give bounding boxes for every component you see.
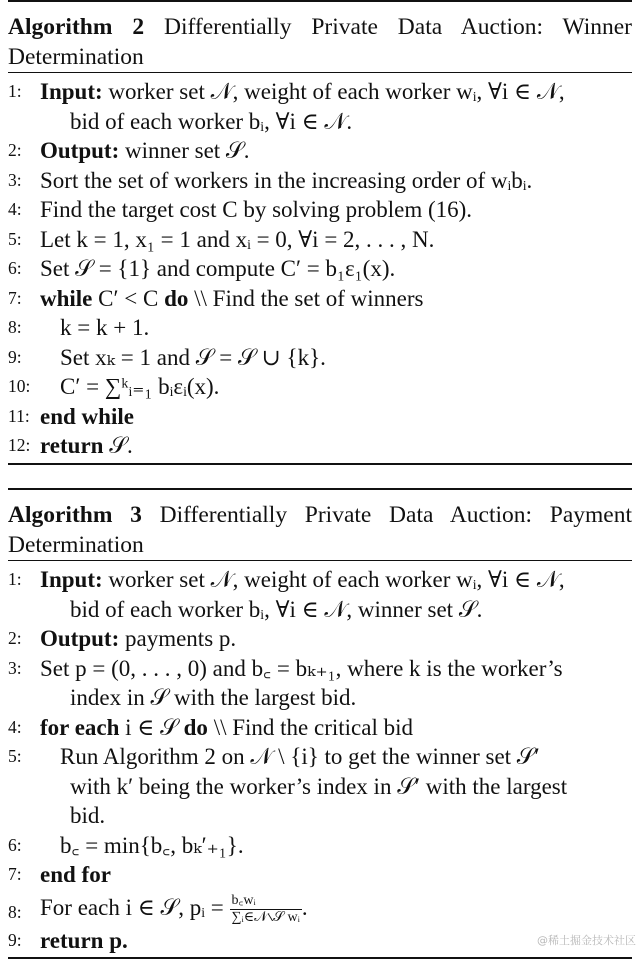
keyword: Input:	[40, 567, 103, 592]
line-number: 7:	[8, 864, 22, 884]
caption-label: Algorithm 2	[8, 14, 145, 40]
line-text: worker set 𝒩, weight of each worker wᵢ, ∀i ∈ 𝒩,	[108, 567, 565, 592]
algo-line	[8, 402, 632, 432]
algo-line	[8, 890, 632, 926]
algo-line	[8, 742, 632, 831]
line-number: 2:	[8, 628, 22, 648]
line-comment: \\ Find the set of winners	[194, 285, 424, 311]
keyword: end while	[40, 403, 134, 429]
keyword: do	[183, 714, 208, 740]
algo-line	[8, 431, 632, 461]
line-text: Run Algorithm 2 on 𝒩 \ {i} to get the winner set 𝒮′	[60, 744, 540, 769]
algo-line	[8, 284, 632, 314]
watermark: @稀土掘金技术社区	[537, 934, 636, 947]
algorithm-lines	[8, 73, 632, 463]
keyword: while	[40, 285, 93, 311]
line-number: 3:	[8, 657, 22, 678]
fraction-numerator: b꜀wᵢ	[230, 893, 302, 910]
algo-line	[8, 565, 632, 624]
caption-title: Differentially Private Data Auction: Winner Determination	[8, 14, 632, 70]
line-number: 2:	[8, 140, 22, 160]
algo-line	[8, 654, 632, 713]
algo-line	[8, 831, 632, 861]
line-number: 4:	[8, 199, 22, 219]
line-text: C′ = ∑ᵏᵢ₌₁ bᵢεᵢ(x).	[60, 374, 220, 399]
algorithm-caption	[8, 2, 632, 72]
caption-title: Differentially Private Data Auction: Payment Determination	[8, 502, 632, 558]
line-text: Set p = (0, . . . , 0) and b꜀ = bₖ₊₁, where k is the worker’s	[40, 655, 563, 681]
line-number: 5:	[8, 228, 22, 249]
line-end: .	[301, 894, 308, 920]
line-number: 5:	[8, 746, 22, 766]
line-number: 6:	[8, 834, 22, 855]
algorithm-2-block	[8, 0, 632, 465]
line-number: 8:	[8, 317, 22, 337]
algorithm-3-block	[8, 488, 632, 959]
keyword: Input:	[40, 79, 103, 104]
algo-line	[8, 372, 632, 402]
line-number: 1:	[8, 569, 22, 589]
algo-line	[8, 77, 632, 136]
fraction-denominator: ∑ᵢ∈𝒩∖𝒮 wᵢ	[231, 909, 300, 925]
keyword: for each	[40, 714, 120, 740]
line-continuation: bid.	[70, 803, 106, 828]
line-number: 8:	[8, 901, 22, 922]
line-text: Set 𝒮 = {1} and compute C′ = b₁ε₁(x).	[40, 256, 396, 281]
line-text: k = k + 1.	[60, 315, 150, 340]
algo-line	[8, 860, 632, 890]
caption-label: Algorithm 3	[8, 502, 142, 528]
line-text: p.	[109, 927, 128, 953]
line-text: Sort the set of workers in the increasing order of wᵢbᵢ.	[40, 167, 533, 193]
line-text: C′ < C	[98, 285, 159, 311]
algorithm-caption	[8, 490, 632, 560]
algo-line	[8, 624, 632, 654]
line-comment: \\ Find the critical bid	[213, 714, 413, 740]
algo-line	[8, 225, 632, 255]
line-continuation: bid of each worker bᵢ, ∀i ∈ 𝒩, winner set 𝒮.	[70, 596, 483, 622]
algo-line	[8, 195, 632, 225]
algo-line	[8, 166, 632, 196]
keyword: return	[40, 433, 104, 458]
line-number: 10:	[8, 376, 31, 396]
line-number: 12:	[8, 435, 31, 455]
algo-line	[8, 254, 632, 284]
payment-fraction	[230, 893, 302, 926]
line-number: 4:	[8, 716, 22, 737]
line-number: 9:	[8, 929, 22, 950]
line-number: 9:	[8, 346, 22, 367]
line-text: payments p.	[125, 626, 237, 651]
bottom-rule	[8, 463, 632, 465]
line-text: Set xₖ = 1 and 𝒮 = 𝒮 ∪ {k}.	[60, 344, 326, 370]
line-number: 7:	[8, 287, 22, 308]
keyword: do	[164, 285, 189, 311]
keyword: return	[40, 927, 104, 953]
line-number: 3:	[8, 169, 22, 190]
line-number: 6:	[8, 258, 22, 278]
line-text: winner set 𝒮.	[125, 138, 250, 163]
algo-line	[8, 343, 632, 373]
line-continuation: bid of each worker bᵢ, ∀i ∈ 𝒩.	[70, 108, 353, 134]
line-continuation: with k′ being the worker’s index in 𝒮′ with the largest	[70, 773, 568, 799]
algo-line	[8, 713, 632, 743]
algo-line	[8, 313, 632, 343]
line-text: worker set 𝒩, weight of each worker wᵢ, ∀i ∈ 𝒩,	[108, 79, 565, 104]
line-text: For each i ∈ 𝒮, pᵢ =	[40, 894, 224, 920]
algo-line	[8, 136, 632, 166]
line-text: Find the target cost C by solving problem (16).	[40, 197, 473, 222]
keyword: end for	[40, 862, 111, 887]
line-text: Let k = 1, x₁ = 1 and xᵢ = 0, ∀i = 2, . . . , N.	[40, 226, 435, 252]
algorithm-lines	[8, 561, 632, 957]
line-number: 11:	[8, 405, 30, 426]
line-number: 1:	[8, 81, 22, 101]
keyword: Output:	[40, 138, 120, 163]
line-text: i ∈ 𝒮	[125, 714, 178, 740]
line-continuation: index in 𝒮 with the largest bid.	[70, 685, 357, 710]
line-text: b꜀ = min{b꜀, bₖ′₊₁}.	[60, 832, 244, 858]
keyword: Output:	[40, 626, 120, 651]
line-text: 𝒮.	[109, 433, 133, 458]
